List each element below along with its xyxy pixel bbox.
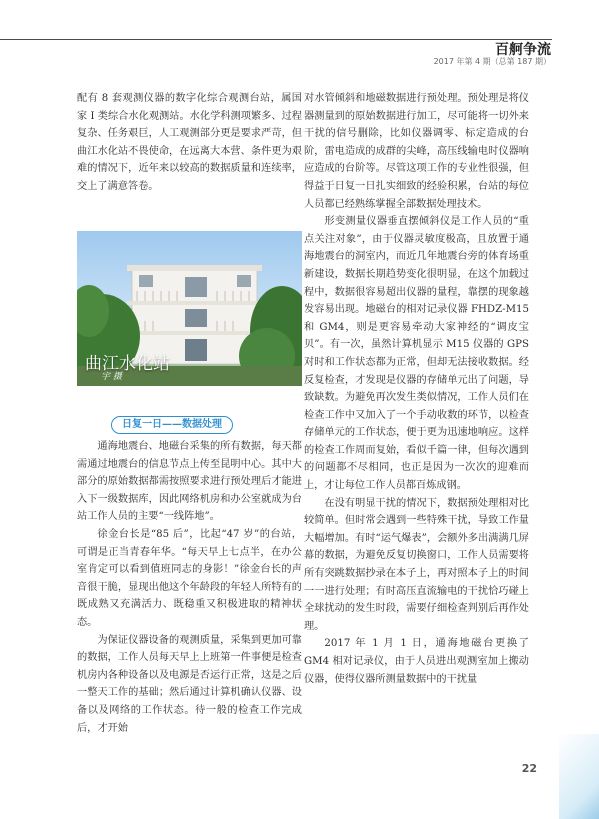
left-column-bottom (77, 438, 302, 737)
photo-caption: 曲江水化站 (85, 354, 170, 374)
header-rule (0, 39, 552, 40)
right-column (304, 90, 529, 688)
section-heading: 日复一日——数据处理 (111, 416, 233, 434)
paragraph: 徐金台长是“85 后”，比起“47 岁”的台站，可谓是正当青春年华。“每天早上七点半，在办公室肯定可以看到值班同志的身影！”徐金台长的声音很干脆，显现出他这个年龄段的年轻人所特有的既成熟又充满活力、既稳重又积极进取的精神状态。 (77, 528, 302, 628)
paragraph: 为保证仪器设备的观测质量，采集到更加可靠的数据，工作人员每天早上上班第一件事便是检查机房内各种设备以及电源是否运行正常，这是之后一整天工作的基础；然后通过计算机确认仪器、设备以及网络的工作状态。待一般的检查工作完成后，才开始 (77, 634, 302, 734)
photo-credit: 宇 摄 (101, 372, 122, 382)
paragraph: 对水管倾斜和地磁数据进行预处理。预处理是将仪器测量到的原始数据进行加工，尽可能将一切外来干扰的信号删除，比如仪器调零、标定造成的台阶，雷电造成的成群的尖峰，高压线输电时仪器响应造成的台阶等。尽管这项工作的专业性很强，但得益于日复一日扎实细致的经验积累，台站的每位人员都已经熟练掌握全部数据处理技术。 (304, 93, 529, 210)
issue-info: 2017 年第 4 期（总第 187 期） (433, 57, 551, 66)
page-number: 22 (521, 762, 537, 775)
paragraph: 形变测量仪器垂直摆倾斜仪是工作人员的“重点关注对象”，由于仪器灵敏度极高，且放置于通海地震台的洞室内，而近几年地震台旁的体育场重新建设，数据长期趋势变化很明显，在这个加载过程中，数据很容易超出仪器的量程，靠摆的现象越发容易出现。地磁台的相对记录仪器 FHDZ-M15 和 GM4，则是更容易牵动大家神经的“调皮宝贝”。有一次，虽然计算机显示 M15 仪器的 GPS 对时和工作状态都为正常，但却无法接收数据。经反复检查，才发现是仪器的存储单元出了问题，导致缺数。为避免再次发生类似情况，工作人员们在检查工作中又加入了一个手动收数的环节，以检查存储单元的工作状态，便于更为迅速地响应。这样的检查工作周而复始，看似千篇一律，但每次遇到的问题都不尽相同，也正是因为一次次的迎难而上，才让每位工作人员都百炼成钢。 (304, 216, 529, 492)
paragraph: 2017 年 1 月 1 日，通海地磁台更换了 GM4 相对记录仪，由于人员进出观测室加上搬动仪器，使得仪器所测量数据中的干扰量 (304, 638, 529, 685)
column-title: 百舸争流 (495, 42, 551, 58)
paragraph: 在没有明显干扰的情况下，数据预处理相对比较简单。但时常会遇到一些特殊干扰，导致工作量大幅增加。有时“运气爆表”，会额外多出满满几屏幕的数据，为避免反复切换窗口，工作人员需要将所有突跳数据抄录在本子上，再对照本子上的时间一一进行处理；有时高压直流输电的干扰恰巧碰上全球扰动的发生时段，需要仔细检查判别后再作处理。 (304, 497, 529, 632)
paragraph: 通海地震台、地磁台采集的所有数据，每天都需通过地震台的信息节点上传至昆明中心。其中大部分的原始数据都需按照要求进行预处理后才能进入下一级数据库，因此网络机房和办公室就成为台站工作人员的主要“一线阵地”。 (77, 441, 302, 523)
paragraph: 配有 8 套观测仪器的数字化综合观测台站，属国家 I 类综合水化观测站。水化学科测项繁多、过程复杂、任务艰巨，人工观测部分更是要求严苛，但曲江水化站不畏使命，在远离大本营、条件更为艰难的情况下，近年来以较高的数据质量和连续率，交上了满意答卷。 (77, 93, 302, 192)
left-column-top (77, 90, 302, 196)
station-photo (77, 231, 302, 386)
corner-decoration (559, 734, 599, 819)
